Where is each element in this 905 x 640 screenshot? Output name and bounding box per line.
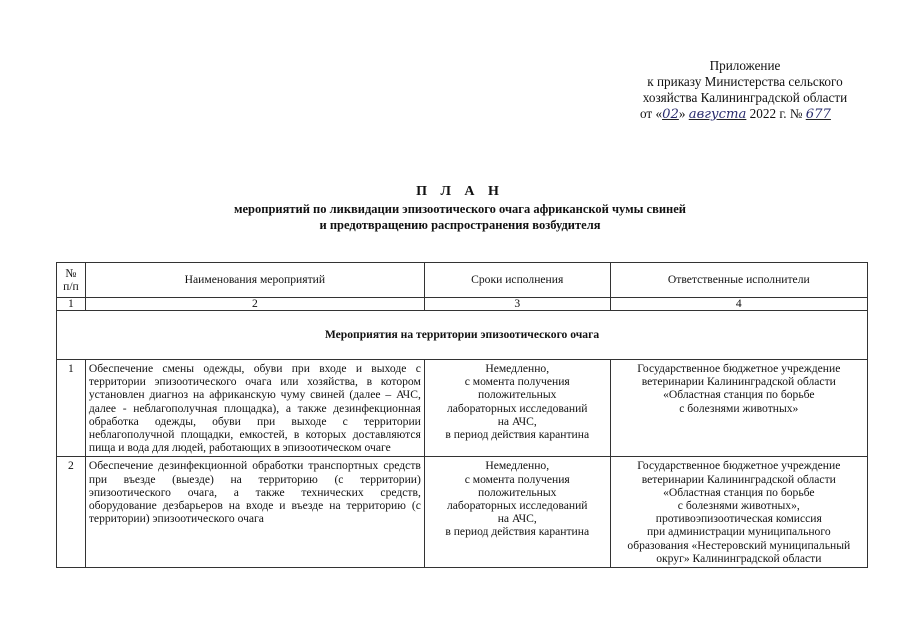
table-index-row [57, 298, 868, 311]
row-responsible: Государственное бюджетное учреждение ветеринарии Калининградской области «Областная станция по борьбе с болезнями животных» [610, 360, 867, 457]
handwritten-month: августа [688, 107, 747, 122]
appendix-ministry: хозяйства Калининградской области [642, 90, 848, 105]
row-num: 2 [57, 457, 86, 568]
row-measure: Обеспечение смены одежды, обуви при входе и выходе с территории эпизоотического очага или хозяйства, в котором установлен диагноз на африканскую чуму свиней (далее – АЧС, далее - неблагополучная площадка), а также дезинфекционная обработка одежды, обуви при выходе с территории неблагополучной площадки, емкостей, в которых доставляются пища и вода для людей, работающих в эпизоотическом очаге [85, 360, 424, 457]
date-year: 2022 г. № [749, 106, 803, 121]
header-name: Наименования мероприятий [85, 263, 424, 298]
row-num: 1 [57, 360, 86, 457]
measures-table [56, 262, 868, 568]
row-term: Немедленно, с момента получения положительных лабораторных исследований на АЧС, в период действия карантина [424, 360, 610, 457]
section-row [57, 311, 868, 360]
index-cell: 1 [57, 298, 86, 311]
header-resp: Ответственные исполнители [610, 263, 867, 298]
section-heading: Мероприятия на территории эпизоотического очага [57, 311, 868, 360]
plan-title: П Л А Н [416, 184, 504, 199]
header-num: № п/п [57, 263, 86, 298]
table-row [57, 457, 868, 568]
appendix-label: Приложение [709, 58, 781, 73]
date-mid: » [678, 106, 686, 121]
header-term: Сроки исполнения [424, 263, 610, 298]
index-cell: 3 [424, 298, 610, 311]
row-measure: Обеспечение дезинфекционной обработки транспортных средств при въезде (выезде) на территорию (с территории) эпизоотического очага, а также технических средств, оборудование дезбарьеров на входе и въезде на территорию (с территории) эпизоотического очага [85, 457, 424, 568]
plan-subtitle-line2: и предотвращению распространения возбудителя [319, 218, 601, 232]
table-row [57, 360, 868, 457]
appendix-block [610, 58, 880, 123]
handwritten-number: 677 [805, 107, 831, 122]
index-cell: 2 [85, 298, 424, 311]
handwritten-day: 02 [662, 107, 679, 122]
date-prefix: от « [640, 106, 663, 121]
plan-subtitle-line1: мероприятий по ликвидации эпизоотического очага африканской чумы свиней [233, 202, 686, 216]
row-responsible: Государственное бюджетное учреждение ветеринарии Калининградской области «Областная станция по борьбе с болезнями животных», противоэпизоотическая комиссия при администрации муниципального образования «Нестеровский муниципальный округ» Калининградской области [610, 457, 867, 568]
appendix-date-line [610, 106, 880, 123]
table-header-row [57, 263, 868, 298]
appendix-order-ref: к приказу Министерства сельского [647, 74, 843, 89]
row-term: Немедленно, с момента получения положительных лабораторных исследований на АЧС, в период действия карантина [424, 457, 610, 568]
index-cell: 4 [610, 298, 867, 311]
title-block [80, 183, 840, 233]
